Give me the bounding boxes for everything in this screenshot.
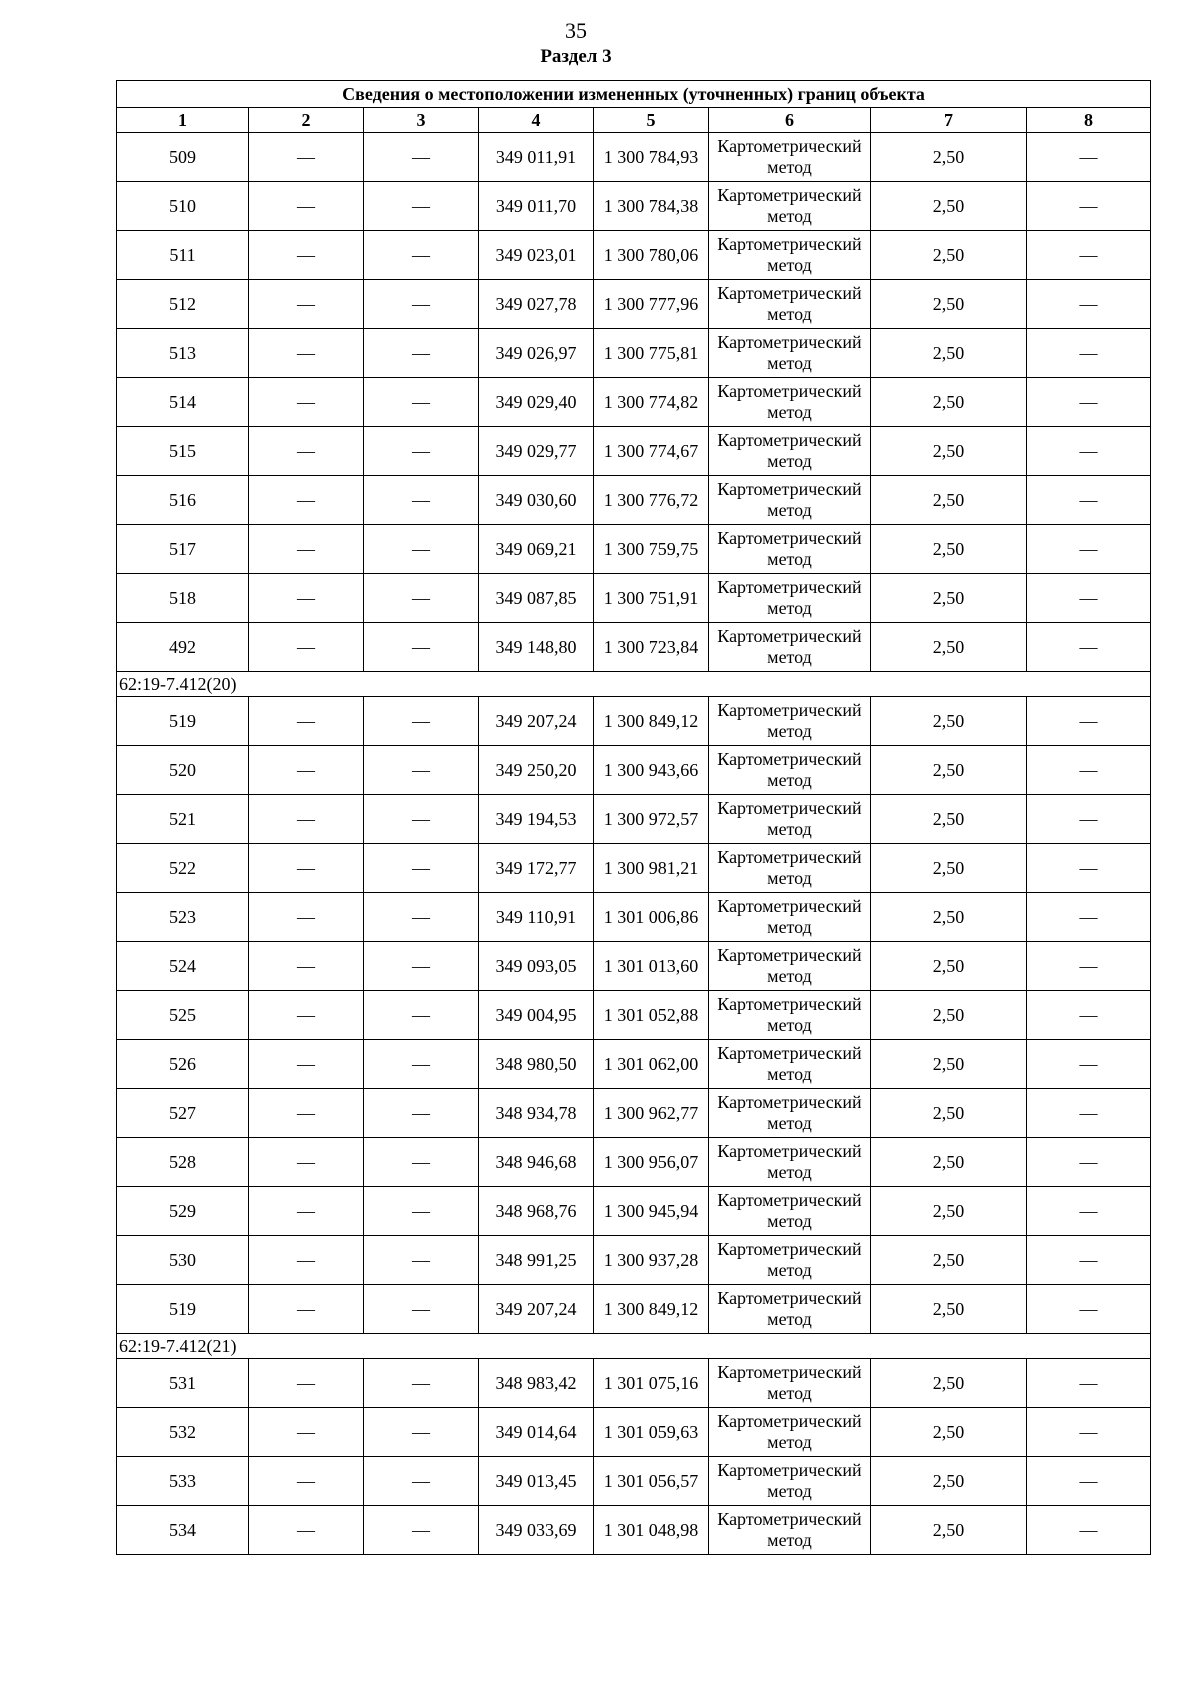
col3-cell: — (364, 1457, 479, 1506)
x-coordinate-cell: 349 027,78 (479, 280, 594, 329)
page-number: 35 (565, 18, 587, 43)
x-coordinate-cell: 349 033,69 (479, 1506, 594, 1555)
x-coordinate-cell: 349 093,05 (479, 942, 594, 991)
accuracy-cell: 2,50 (871, 1236, 1027, 1285)
point-number-cell: 534 (117, 1506, 249, 1555)
y-coordinate-cell: 1 301 059,63 (594, 1408, 709, 1457)
table-row (117, 1457, 1151, 1506)
col3-cell: — (364, 697, 479, 746)
col8-cell: — (1027, 182, 1151, 231)
col2-cell: — (249, 1236, 364, 1285)
col8-cell: — (1027, 525, 1151, 574)
col3-cell: — (364, 942, 479, 991)
col3-cell: — (364, 991, 479, 1040)
x-coordinate-cell: 349 029,40 (479, 378, 594, 427)
table-row (117, 893, 1151, 942)
accuracy-cell: 2,50 (871, 133, 1027, 182)
col3-cell: — (364, 1089, 479, 1138)
method-cell: Картометрический метод (709, 574, 871, 623)
method-cell: Картометрический метод (709, 476, 871, 525)
col2-cell: — (249, 329, 364, 378)
point-number-cell: 521 (117, 795, 249, 844)
group-row (117, 672, 1151, 697)
column-number: 2 (249, 108, 364, 133)
col8-cell: — (1027, 231, 1151, 280)
table-row (117, 574, 1151, 623)
table-row (117, 697, 1151, 746)
point-number-cell: 514 (117, 378, 249, 427)
col3-cell: — (364, 280, 479, 329)
method-cell: Картометрический метод (709, 795, 871, 844)
y-coordinate-cell: 1 301 052,88 (594, 991, 709, 1040)
method-cell: Картометрический метод (709, 1506, 871, 1555)
table-row (117, 427, 1151, 476)
col2-cell: — (249, 697, 364, 746)
accuracy-cell: 2,50 (871, 991, 1027, 1040)
col2-cell: — (249, 942, 364, 991)
point-number-cell: 533 (117, 1457, 249, 1506)
table-row (117, 525, 1151, 574)
col2-cell: — (249, 746, 364, 795)
column-number: 1 (117, 108, 249, 133)
col8-cell: — (1027, 746, 1151, 795)
method-cell: Картометрический метод (709, 1285, 871, 1334)
x-coordinate-cell: 349 011,70 (479, 182, 594, 231)
col2-cell: — (249, 1285, 364, 1334)
col3-cell: — (364, 1138, 479, 1187)
y-coordinate-cell: 1 300 962,77 (594, 1089, 709, 1138)
col2-cell: — (249, 1187, 364, 1236)
table-row (117, 942, 1151, 991)
col3-cell: — (364, 1236, 479, 1285)
y-coordinate-cell: 1 300 751,91 (594, 574, 709, 623)
column-number: 4 (479, 108, 594, 133)
point-number-cell: 522 (117, 844, 249, 893)
x-coordinate-cell: 349 069,21 (479, 525, 594, 574)
method-cell: Картометрический метод (709, 378, 871, 427)
accuracy-cell: 2,50 (871, 1187, 1027, 1236)
accuracy-cell: 2,50 (871, 182, 1027, 231)
y-coordinate-cell: 1 300 777,96 (594, 280, 709, 329)
point-number-cell: 492 (117, 623, 249, 672)
table-row (117, 1506, 1151, 1555)
table-row (117, 844, 1151, 893)
col8-cell: — (1027, 1089, 1151, 1138)
method-cell: Картометрический метод (709, 231, 871, 280)
y-coordinate-cell: 1 300 849,12 (594, 1285, 709, 1334)
y-coordinate-cell: 1 300 956,07 (594, 1138, 709, 1187)
col2-cell: — (249, 427, 364, 476)
point-number-cell: 531 (117, 1359, 249, 1408)
y-coordinate-cell: 1 300 774,82 (594, 378, 709, 427)
table-row (117, 1040, 1151, 1089)
method-cell: Картометрический метод (709, 280, 871, 329)
method-cell: Картометрический метод (709, 746, 871, 795)
col3-cell: — (364, 1285, 479, 1334)
y-coordinate-cell: 1 300 981,21 (594, 844, 709, 893)
accuracy-cell: 2,50 (871, 1408, 1027, 1457)
col3-cell: — (364, 574, 479, 623)
y-coordinate-cell: 1 301 075,16 (594, 1359, 709, 1408)
col2-cell: — (249, 1408, 364, 1457)
table-row (117, 231, 1151, 280)
col2-cell: — (249, 844, 364, 893)
point-number-cell: 532 (117, 1408, 249, 1457)
x-coordinate-cell: 348 934,78 (479, 1089, 594, 1138)
col8-cell: — (1027, 1285, 1151, 1334)
col3-cell: — (364, 1187, 479, 1236)
x-coordinate-cell: 349 030,60 (479, 476, 594, 525)
col3-cell: — (364, 182, 479, 231)
col8-cell: — (1027, 1040, 1151, 1089)
point-number-cell: 510 (117, 182, 249, 231)
col3-cell: — (364, 1408, 479, 1457)
x-coordinate-cell: 349 014,64 (479, 1408, 594, 1457)
col2-cell: — (249, 525, 364, 574)
column-number: 8 (1027, 108, 1151, 133)
y-coordinate-cell: 1 301 006,86 (594, 893, 709, 942)
method-cell: Картометрический метод (709, 844, 871, 893)
col3-cell: — (364, 893, 479, 942)
point-number-cell: 513 (117, 329, 249, 378)
col2-cell: — (249, 1457, 364, 1506)
method-cell: Картометрический метод (709, 942, 871, 991)
col3-cell: — (364, 1040, 479, 1089)
table-row (117, 182, 1151, 231)
method-cell: Картометрический метод (709, 525, 871, 574)
accuracy-cell: 2,50 (871, 1457, 1027, 1506)
method-cell: Картометрический метод (709, 1236, 871, 1285)
col2-cell: — (249, 1040, 364, 1089)
y-coordinate-cell: 1 300 937,28 (594, 1236, 709, 1285)
col8-cell: — (1027, 1236, 1151, 1285)
x-coordinate-cell: 349 110,91 (479, 893, 594, 942)
method-cell: Картометрический метод (709, 182, 871, 231)
point-number-cell: 525 (117, 991, 249, 1040)
accuracy-cell: 2,50 (871, 697, 1027, 746)
point-number-cell: 523 (117, 893, 249, 942)
point-number-cell: 529 (117, 1187, 249, 1236)
y-coordinate-cell: 1 300 784,93 (594, 133, 709, 182)
column-number: 5 (594, 108, 709, 133)
y-coordinate-cell: 1 300 776,72 (594, 476, 709, 525)
point-number-cell: 519 (117, 1285, 249, 1334)
point-number-cell: 515 (117, 427, 249, 476)
section-title: Раздел 3 (540, 46, 612, 67)
col3-cell: — (364, 525, 479, 574)
point-number-cell: 517 (117, 525, 249, 574)
x-coordinate-cell: 348 968,76 (479, 1187, 594, 1236)
col2-cell: — (249, 1359, 364, 1408)
method-cell: Картометрический метод (709, 1408, 871, 1457)
col2-cell: — (249, 182, 364, 231)
accuracy-cell: 2,50 (871, 476, 1027, 525)
col8-cell: — (1027, 795, 1151, 844)
accuracy-cell: 2,50 (871, 942, 1027, 991)
col2-cell: — (249, 133, 364, 182)
method-cell: Картометрический метод (709, 697, 871, 746)
y-coordinate-cell: 1 300 943,66 (594, 746, 709, 795)
column-number: 3 (364, 108, 479, 133)
y-coordinate-cell: 1 301 062,00 (594, 1040, 709, 1089)
accuracy-cell: 2,50 (871, 1040, 1027, 1089)
accuracy-cell: 2,50 (871, 623, 1027, 672)
table-row (117, 746, 1151, 795)
x-coordinate-cell: 349 011,91 (479, 133, 594, 182)
x-coordinate-cell: 349 250,20 (479, 746, 594, 795)
method-cell: Картометрический метод (709, 991, 871, 1040)
point-number-cell: 511 (117, 231, 249, 280)
col8-cell: — (1027, 623, 1151, 672)
col8-cell: — (1027, 378, 1151, 427)
cadastral-group-label: 62:19-7.412(21) (117, 1334, 1151, 1359)
x-coordinate-cell: 349 207,24 (479, 697, 594, 746)
method-cell: Картометрический метод (709, 1040, 871, 1089)
col8-cell: — (1027, 991, 1151, 1040)
method-cell: Картометрический метод (709, 1457, 871, 1506)
col8-cell: — (1027, 476, 1151, 525)
y-coordinate-cell: 1 300 784,38 (594, 182, 709, 231)
method-cell: Картометрический метод (709, 1138, 871, 1187)
col2-cell: — (249, 1138, 364, 1187)
accuracy-cell: 2,50 (871, 746, 1027, 795)
col8-cell: — (1027, 942, 1151, 991)
y-coordinate-cell: 1 301 056,57 (594, 1457, 709, 1506)
col3-cell: — (364, 746, 479, 795)
point-number-cell: 524 (117, 942, 249, 991)
point-number-cell: 520 (117, 746, 249, 795)
table-row (117, 1359, 1151, 1408)
accuracy-cell: 2,50 (871, 427, 1027, 476)
accuracy-cell: 2,50 (871, 525, 1027, 574)
y-coordinate-cell: 1 300 972,57 (594, 795, 709, 844)
accuracy-cell: 2,50 (871, 280, 1027, 329)
col2-cell: — (249, 280, 364, 329)
y-coordinate-cell: 1 301 013,60 (594, 942, 709, 991)
point-number-cell: 509 (117, 133, 249, 182)
col8-cell: — (1027, 1187, 1151, 1236)
x-coordinate-cell: 349 172,77 (479, 844, 594, 893)
y-coordinate-cell: 1 300 774,67 (594, 427, 709, 476)
accuracy-cell: 2,50 (871, 231, 1027, 280)
col8-cell: — (1027, 893, 1151, 942)
col3-cell: — (364, 476, 479, 525)
x-coordinate-cell: 349 004,95 (479, 991, 594, 1040)
point-number-cell: 516 (117, 476, 249, 525)
col3-cell: — (364, 427, 479, 476)
col3-cell: — (364, 1359, 479, 1408)
col2-cell: — (249, 574, 364, 623)
col8-cell: — (1027, 427, 1151, 476)
table-row (117, 1187, 1151, 1236)
col2-cell: — (249, 378, 364, 427)
accuracy-cell: 2,50 (871, 844, 1027, 893)
table-row (117, 795, 1151, 844)
col8-cell: — (1027, 1359, 1151, 1408)
accuracy-cell: 2,50 (871, 795, 1027, 844)
col8-cell: — (1027, 844, 1151, 893)
x-coordinate-cell: 348 980,50 (479, 1040, 594, 1089)
y-coordinate-cell: 1 300 849,12 (594, 697, 709, 746)
y-coordinate-cell: 1 300 759,75 (594, 525, 709, 574)
col8-cell: — (1027, 280, 1151, 329)
y-coordinate-cell: 1 300 780,06 (594, 231, 709, 280)
accuracy-cell: 2,50 (871, 574, 1027, 623)
col8-cell: — (1027, 574, 1151, 623)
method-cell: Картометрический метод (709, 329, 871, 378)
col2-cell: — (249, 1089, 364, 1138)
col3-cell: — (364, 378, 479, 427)
table-row (117, 991, 1151, 1040)
column-number: 6 (709, 108, 871, 133)
accuracy-cell: 2,50 (871, 893, 1027, 942)
y-coordinate-cell: 1 300 945,94 (594, 1187, 709, 1236)
col2-cell: — (249, 231, 364, 280)
col8-cell: — (1027, 1457, 1151, 1506)
accuracy-cell: 2,50 (871, 1089, 1027, 1138)
point-number-cell: 526 (117, 1040, 249, 1089)
table-row (117, 623, 1151, 672)
col2-cell: — (249, 893, 364, 942)
group-row (117, 1334, 1151, 1359)
x-coordinate-cell: 349 148,80 (479, 623, 594, 672)
x-coordinate-cell: 349 194,53 (479, 795, 594, 844)
col8-cell: — (1027, 1506, 1151, 1555)
table-title: Сведения о местоположении измененных (уточненных) границ объекта (117, 81, 1151, 108)
accuracy-cell: 2,50 (871, 1138, 1027, 1187)
col8-cell: — (1027, 329, 1151, 378)
table-row (117, 476, 1151, 525)
col8-cell: — (1027, 1138, 1151, 1187)
col2-cell: — (249, 623, 364, 672)
x-coordinate-cell: 349 023,01 (479, 231, 594, 280)
accuracy-cell: 2,50 (871, 1506, 1027, 1555)
table-row (117, 133, 1151, 182)
method-cell: Картометрический метод (709, 1089, 871, 1138)
table-row (117, 1285, 1151, 1334)
method-cell: Картометрический метод (709, 133, 871, 182)
point-number-cell: 519 (117, 697, 249, 746)
column-number: 7 (871, 108, 1027, 133)
table-row (117, 329, 1151, 378)
table-row (117, 378, 1151, 427)
x-coordinate-cell: 349 207,24 (479, 1285, 594, 1334)
col3-cell: — (364, 623, 479, 672)
accuracy-cell: 2,50 (871, 378, 1027, 427)
x-coordinate-cell: 349 013,45 (479, 1457, 594, 1506)
x-coordinate-cell: 349 029,77 (479, 427, 594, 476)
method-cell: Картометрический метод (709, 1359, 871, 1408)
table-row (117, 1408, 1151, 1457)
boundary-coordinates-table (116, 80, 1151, 1555)
accuracy-cell: 2,50 (871, 1285, 1027, 1334)
col2-cell: — (249, 476, 364, 525)
col8-cell: — (1027, 133, 1151, 182)
col3-cell: — (364, 1506, 479, 1555)
method-cell: Картометрический метод (709, 1187, 871, 1236)
table-row (117, 1089, 1151, 1138)
point-number-cell: 512 (117, 280, 249, 329)
col8-cell: — (1027, 697, 1151, 746)
col2-cell: — (249, 795, 364, 844)
point-number-cell: 518 (117, 574, 249, 623)
accuracy-cell: 2,50 (871, 1359, 1027, 1408)
y-coordinate-cell: 1 300 723,84 (594, 623, 709, 672)
y-coordinate-cell: 1 300 775,81 (594, 329, 709, 378)
column-number-row (117, 108, 1151, 133)
accuracy-cell: 2,50 (871, 329, 1027, 378)
x-coordinate-cell: 349 087,85 (479, 574, 594, 623)
col2-cell: — (249, 1506, 364, 1555)
x-coordinate-cell: 349 026,97 (479, 329, 594, 378)
x-coordinate-cell: 348 983,42 (479, 1359, 594, 1408)
col8-cell: — (1027, 1408, 1151, 1457)
cadastral-group-label: 62:19-7.412(20) (117, 672, 1151, 697)
point-number-cell: 528 (117, 1138, 249, 1187)
method-cell: Картометрический метод (709, 427, 871, 476)
col3-cell: — (364, 133, 479, 182)
table-row (117, 1236, 1151, 1285)
y-coordinate-cell: 1 301 048,98 (594, 1506, 709, 1555)
point-number-cell: 527 (117, 1089, 249, 1138)
col3-cell: — (364, 231, 479, 280)
col3-cell: — (364, 795, 479, 844)
x-coordinate-cell: 348 991,25 (479, 1236, 594, 1285)
col2-cell: — (249, 991, 364, 1040)
table-row (117, 280, 1151, 329)
col3-cell: — (364, 329, 479, 378)
method-cell: Картометрический метод (709, 623, 871, 672)
x-coordinate-cell: 348 946,68 (479, 1138, 594, 1187)
method-cell: Картометрический метод (709, 893, 871, 942)
col3-cell: — (364, 844, 479, 893)
point-number-cell: 530 (117, 1236, 249, 1285)
table-row (117, 1138, 1151, 1187)
